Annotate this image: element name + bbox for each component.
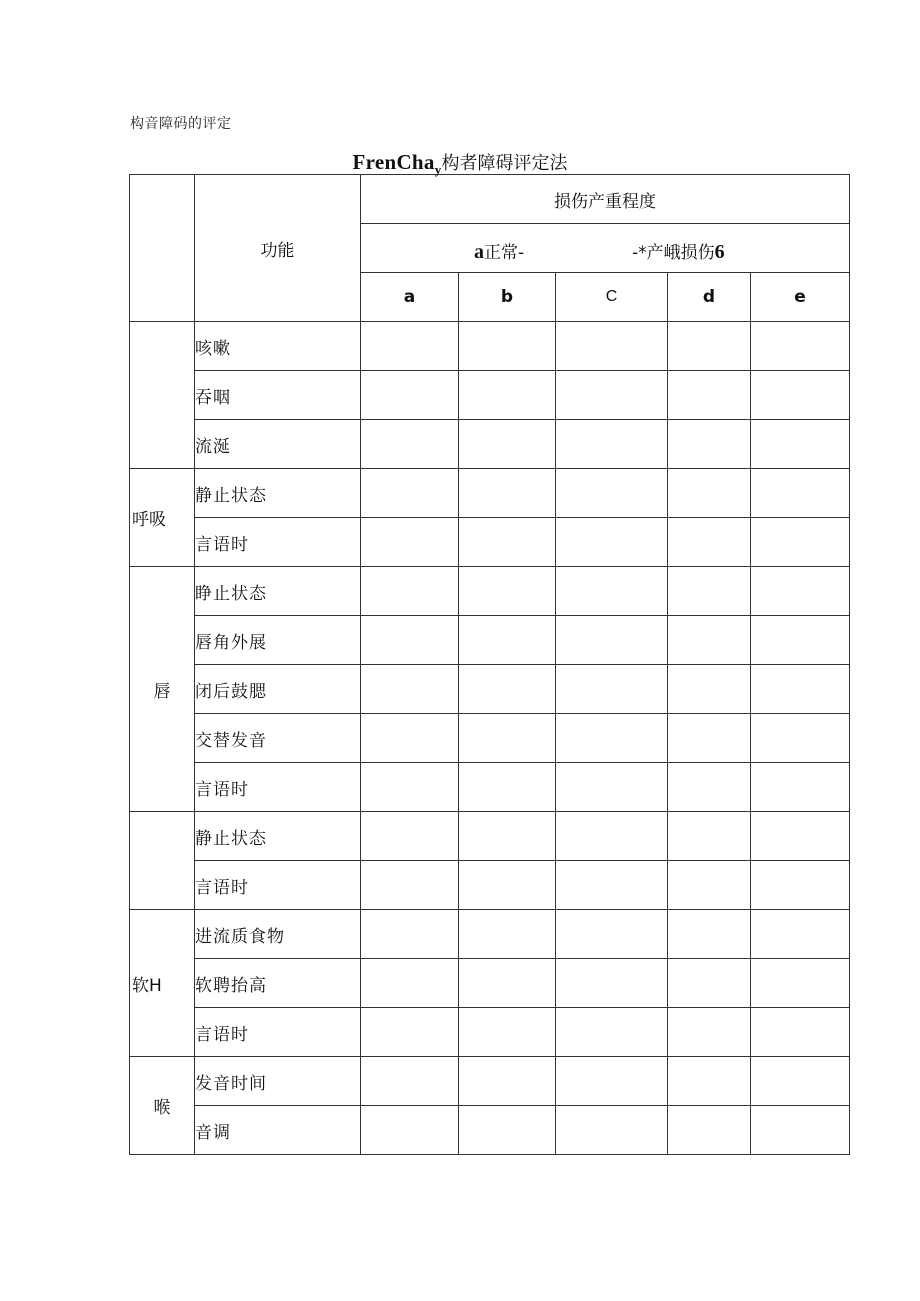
function-item: 流涎 xyxy=(195,420,361,469)
grade-cell-c[interactable] xyxy=(556,812,668,861)
grade-cell-e[interactable] xyxy=(751,518,850,567)
grade-cell-c[interactable] xyxy=(556,861,668,910)
table-row xyxy=(130,567,850,616)
grade-cell-c[interactable] xyxy=(556,763,668,812)
grade-cell-c[interactable] xyxy=(556,665,668,714)
grade-cell-d[interactable] xyxy=(668,420,751,469)
grade-cell-d[interactable] xyxy=(668,959,751,1008)
function-item: 进流质食物 xyxy=(195,910,361,959)
function-header: 功能 xyxy=(195,175,361,322)
grade-cell-e[interactable] xyxy=(751,567,850,616)
grade-cell-c[interactable] xyxy=(556,469,668,518)
grade-cell-c[interactable] xyxy=(556,322,668,371)
grade-cell-e[interactable] xyxy=(751,861,850,910)
scale-severe: -*产峨损伤6 xyxy=(632,241,725,263)
grade-cell-b[interactable] xyxy=(459,959,556,1008)
grade-cell-d[interactable] xyxy=(668,1057,751,1106)
grade-cell-c[interactable] xyxy=(556,567,668,616)
assessment-table xyxy=(129,174,850,1155)
grade-cell-d[interactable] xyxy=(668,469,751,518)
grade-cell-b[interactable] xyxy=(459,322,556,371)
grade-cell-d[interactable] xyxy=(668,714,751,763)
grade-cell-d[interactable] xyxy=(668,616,751,665)
grade-cell-d[interactable] xyxy=(668,1008,751,1057)
function-item: 咳嗽 xyxy=(195,322,361,371)
table-row xyxy=(130,763,850,812)
grade-cell-e[interactable] xyxy=(751,1057,850,1106)
function-item: 静止状态 xyxy=(195,469,361,518)
grade-cell-a[interactable] xyxy=(361,763,459,812)
grade-cell-d[interactable] xyxy=(668,861,751,910)
header-blank-cell xyxy=(130,175,195,322)
grade-cell-b[interactable] xyxy=(459,714,556,763)
table-row xyxy=(130,861,850,910)
group-label: 喉 xyxy=(130,1057,195,1155)
function-item: 言语时 xyxy=(195,763,361,812)
grade-cell-a[interactable] xyxy=(361,1057,459,1106)
grade-cell-a[interactable] xyxy=(361,567,459,616)
group-label: 呼吸 xyxy=(130,469,195,567)
section-heading: 构音障码的评定 xyxy=(130,116,232,132)
scale-normal: a正常- xyxy=(474,241,525,263)
table-row xyxy=(130,469,850,518)
group-label: 软H xyxy=(130,910,195,1057)
grade-cell-b[interactable] xyxy=(459,665,556,714)
grade-cell-b[interactable] xyxy=(459,469,556,518)
grade-cell-d[interactable] xyxy=(668,763,751,812)
group-label: 唇 xyxy=(130,567,195,812)
table-row xyxy=(130,959,850,1008)
title-cjk: 构者障碍评定法 xyxy=(441,153,568,174)
table-row xyxy=(130,714,850,763)
function-item: 言语时 xyxy=(195,518,361,567)
grade-cell-c[interactable] xyxy=(556,1106,668,1155)
table-row xyxy=(130,1008,850,1057)
table-row xyxy=(130,371,850,420)
grade-cell-e[interactable] xyxy=(751,371,850,420)
table-row xyxy=(130,812,850,861)
function-item: 吞咽 xyxy=(195,371,361,420)
grade-cell-a[interactable] xyxy=(361,420,459,469)
table-row xyxy=(130,910,850,959)
grade-cell-d[interactable] xyxy=(668,665,751,714)
grade-cell-d[interactable] xyxy=(668,518,751,567)
grade-cell-e[interactable] xyxy=(751,1106,850,1155)
table-row xyxy=(130,616,850,665)
grade-cell-d[interactable] xyxy=(668,371,751,420)
grade-cell-c[interactable] xyxy=(556,1057,668,1106)
grade-cell-c[interactable] xyxy=(556,714,668,763)
grade-cell-d[interactable] xyxy=(668,1106,751,1155)
grade-cell-c[interactable] xyxy=(556,518,668,567)
grade-cell-c[interactable] xyxy=(556,1008,668,1057)
grade-cell-e[interactable] xyxy=(751,420,850,469)
table-row xyxy=(130,518,850,567)
grade-header-d: d xyxy=(668,273,751,322)
grade-header-a: a xyxy=(361,273,459,322)
function-item: 发音时间 xyxy=(195,1057,361,1106)
grade-cell-a[interactable] xyxy=(361,371,459,420)
group-label xyxy=(130,812,195,910)
grade-cell-e[interactable] xyxy=(751,322,850,371)
function-item: 闭后鼓腮 xyxy=(195,665,361,714)
grade-cell-b[interactable] xyxy=(459,910,556,959)
function-item: 唇角外展 xyxy=(195,616,361,665)
grade-cell-a[interactable] xyxy=(361,469,459,518)
table-row xyxy=(130,1106,850,1155)
function-item: 静止状态 xyxy=(195,812,361,861)
grade-cell-a[interactable] xyxy=(361,812,459,861)
function-item: 言语时 xyxy=(195,861,361,910)
grade-cell-a[interactable] xyxy=(361,1008,459,1057)
grade-cell-b[interactable] xyxy=(459,616,556,665)
grade-cell-e[interactable] xyxy=(751,959,850,1008)
table-row xyxy=(130,322,850,371)
grade-cell-b[interactable] xyxy=(459,567,556,616)
grade-header-b: b xyxy=(459,273,556,322)
grade-cell-d[interactable] xyxy=(668,567,751,616)
function-item: 软聘抬高 xyxy=(195,959,361,1008)
grade-cell-a[interactable] xyxy=(361,616,459,665)
title-latin: FrenCha xyxy=(352,150,435,174)
grade-cell-a[interactable] xyxy=(361,322,459,371)
grade-cell-b[interactable] xyxy=(459,420,556,469)
severity-scale xyxy=(361,224,850,273)
function-item: 睁止状态 xyxy=(195,567,361,616)
grade-cell-c[interactable] xyxy=(556,371,668,420)
grade-cell-e[interactable] xyxy=(751,616,850,665)
grade-cell-e[interactable] xyxy=(751,714,850,763)
grade-cell-e[interactable] xyxy=(751,665,850,714)
grade-cell-b[interactable] xyxy=(459,812,556,861)
grade-header-e: e xyxy=(751,273,850,322)
grade-cell-d[interactable] xyxy=(668,812,751,861)
severity-header: 损伤产重程度 xyxy=(361,175,850,224)
grade-cell-e[interactable] xyxy=(751,910,850,959)
grade-cell-a[interactable] xyxy=(361,959,459,1008)
grade-cell-a[interactable] xyxy=(361,665,459,714)
grade-cell-c[interactable] xyxy=(556,959,668,1008)
group-label xyxy=(130,322,195,469)
grade-cell-a[interactable] xyxy=(361,518,459,567)
function-item: 音调 xyxy=(195,1106,361,1155)
grade-cell-b[interactable] xyxy=(459,371,556,420)
grade-cell-a[interactable] xyxy=(361,1106,459,1155)
function-item: 交替发音 xyxy=(195,714,361,763)
grade-cell-e[interactable] xyxy=(751,763,850,812)
grade-cell-a[interactable] xyxy=(361,714,459,763)
table-row xyxy=(130,665,850,714)
grade-cell-d[interactable] xyxy=(668,322,751,371)
grade-header-c: C xyxy=(556,273,668,322)
grade-cell-e[interactable] xyxy=(751,1008,850,1057)
table-row xyxy=(130,420,850,469)
header-row-1 xyxy=(130,175,850,224)
function-item: 言语时 xyxy=(195,1008,361,1057)
grade-cell-e[interactable] xyxy=(751,469,850,518)
grade-cell-b[interactable] xyxy=(459,763,556,812)
grade-cell-a[interactable] xyxy=(361,910,459,959)
grade-cell-c[interactable] xyxy=(556,910,668,959)
grade-cell-c[interactable] xyxy=(556,616,668,665)
grade-cell-c[interactable] xyxy=(556,420,668,469)
grade-cell-e[interactable] xyxy=(751,812,850,861)
grade-cell-b[interactable] xyxy=(459,518,556,567)
grade-cell-b[interactable] xyxy=(459,1106,556,1155)
grade-cell-b[interactable] xyxy=(459,1008,556,1057)
grade-cell-a[interactable] xyxy=(361,861,459,910)
grade-cell-d[interactable] xyxy=(668,910,751,959)
grade-cell-b[interactable] xyxy=(459,861,556,910)
table-row xyxy=(130,1057,850,1106)
grade-cell-b[interactable] xyxy=(459,1057,556,1106)
title-subscript: y xyxy=(434,161,442,177)
